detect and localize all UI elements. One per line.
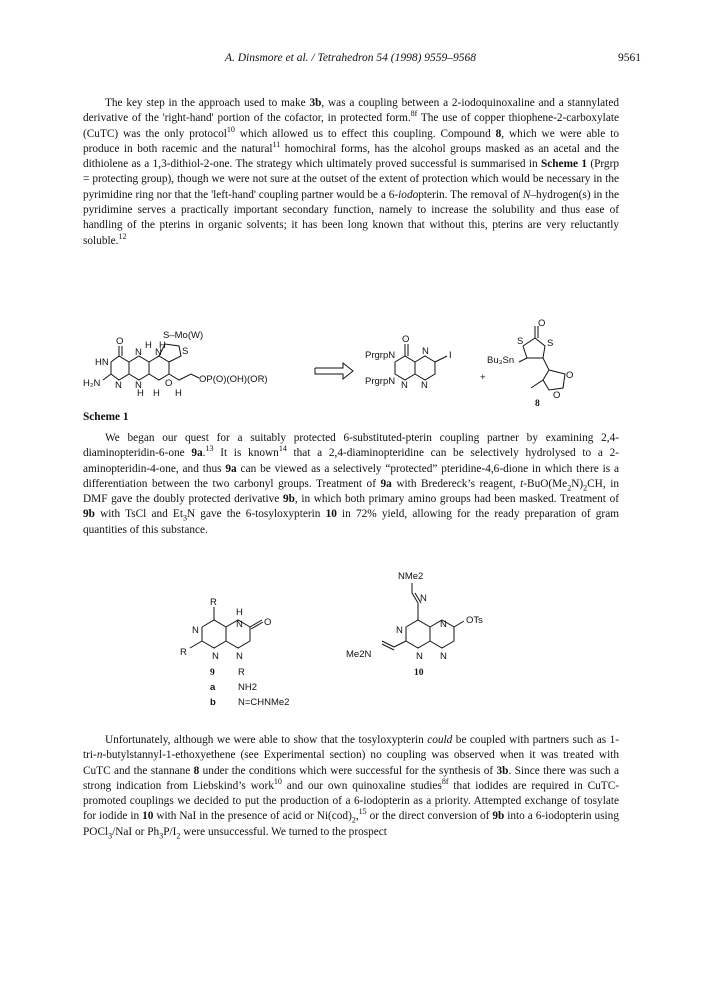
page-number: 9561 [618,52,641,64]
s9-o: O [264,617,272,628]
cof-h4: H [153,388,160,399]
s10-ots: OTs [466,615,483,626]
paragraph-1: The key step in the approach used to make 3b, was a coupling between a 2-iodoquinoxaline and a stannylated derivative of the 'right-hand' portion of the cofactor, in protected form.$^{8f}$ The use of copper thiophene-2-carboxylate (CuTC) was the only protocol$^{10}$ which allowed us to effect this coupling. Compound 8, which we were able to produce in both racemic and the natural$^{11}$ homochiral forms, has the alcohol groups masked as an acetal and the dithiolene as a 1,3-dithiol-2-one. The strategy which ultimately proved successful is summarised in Scheme 1 (Prgrp = protecting group), though we were not sure at the outset of the extent of protection which would be necessary in the pyrimidine ring nor that the 'left-hand' coupling partner would be a 6-iodopterin. The removal of N–hydrogen(s) in the pyridimine serves a practically important secondary function, namely to increase the solubility and thus ease of handling of the pterins in organic solvents; it has been long known that without this, pterins are very reluctantly soluble.$^{12}$ [83,97,619,247]
scheme-1-title: Scheme 1 [83,411,129,423]
cof-h5: H [175,388,182,399]
cof-n4: N [155,347,162,358]
st-bu3sn: Bu₃Sn [487,355,515,366]
io-prgrpn-top: PrgrpN [365,350,396,361]
s9-label: 9 [210,668,215,678]
s9-n-bottom1: N [212,651,219,662]
st-o-top: O [538,318,546,329]
io-o: O [402,334,410,345]
s9-n-top: N [236,619,243,630]
s10-n-left: N [396,625,403,636]
molybdopterin-cofactor-structure [83,330,268,399]
cof-h3: H [137,388,144,399]
st-s2: S [547,338,554,349]
s10-nme2-top: NMe2 [398,571,424,582]
cof-n1: N [135,347,142,358]
cof-n2: N [115,380,122,391]
stannane-8-structure [487,318,573,409]
s9-n-bottom2: N [236,651,243,662]
scheme-1-figure [83,318,623,413]
retrosynthetic-arrow [315,363,353,379]
structure-9 [180,597,289,708]
structure-10 [346,571,483,678]
s9-n-left: N [192,625,199,636]
s10-n-bottom2: N [440,651,447,662]
s9-b: b [210,697,216,708]
io-n-top: N [422,346,429,357]
running-head: A. Dinsmore et al. / Tetrahedron 54 (1998) 9559–9568 [224,52,477,64]
scheme-plus: + [480,372,486,383]
io-prgrpn-bottom: PrgrpN [365,376,396,387]
io-n-bottom1: N [401,380,408,391]
cof-h2n: H₂N [83,378,101,389]
s9-r-top: R [210,597,217,608]
s9-h: H [236,607,243,618]
s10-n-ring-top: N [440,619,447,630]
s10-n-imine: N [420,593,427,604]
cof-smo: S–Mo(W) [163,330,204,341]
cof-phosphate: OP(O)(OH)(OR) [199,374,268,385]
s9-a: a [210,682,216,693]
s9-r-sub: R [238,667,245,678]
page-header [0,52,701,68]
cof-hn: HN [95,357,109,368]
s9-r-left: R [180,647,187,658]
cof-s-ring: S [182,346,189,357]
paragraph-2: We began our quest for a suitably protected 6-substituted-pterin coupling partner by examining 2,4-diaminopteridin-6-one 9a.$^{13}$ It is known$^{14}$ that a 2,4-diaminopteridine can be selectively hydrolysed to a 2-aminopteridin-4-one, and thus 9a can be viewed as a selectively “protected” pteridine-4,6-dione in which there is a differentiation between the two carbonyl groups. Treatment of 9a with Bredereck’s reagent, $t-BuO(Me_2N)_2CH$, in DMF gave the doubly protected derivative 9b, in which both primary amino groups had been masked. Treatment of 9b with TsCl and $Et_3N$ gave the 6-tosyloxypterin 10 in 72% yield, allowing for the ready preparation of gram quantities of this substance. [83,432,619,536]
st-compound: 8 [535,399,540,409]
s9-a-sub: NH2 [238,682,258,693]
cof-o-ring: O [165,378,173,389]
st-o2: O [553,390,561,401]
s10-n-bottom1: N [416,651,423,662]
paragraph-3: Unfortunately, although we were able to show that the tosyloxypterin could be coupled with partners such as 1-tri-n-butylstannyl-1-ethoxyethene (see Experimental section) no coupling was observed when it was treated with CuTC and the stannane 8 under the conditions which were successful for the synthesis of 3b. Since there was such a strong indication from Liebskind’s work$^{10}$ and our own quinoxaline studies$^{8f}$ that iodides are required in CuTC-promoted couplings we decided to put the production of a 6-iodopterin as a priority. Attempted exchange of tosylate for iodide in 10 with NaI in the presence of acid or $Ni(cod)_2,^{15}$ or the direct conversion of 9b into a 6-iodopterin using POCl$_3$/NaI or $Ph_3P/I_2$ were unsuccessful. We turned to the prospect [83,734,619,841]
cof-h2: H [159,340,166,351]
st-o1: O [566,370,574,381]
cof-n3: N [135,380,142,391]
st-s1: S [517,336,524,347]
iodopterin-structure [365,334,452,391]
s9-b-sub: N=CHNMe2 [238,697,290,708]
s10-label: 10 [414,668,424,678]
structures-9-10-figure [180,571,483,715]
io-n-bottom2: N [421,380,428,391]
s10-me2n: Me2N [346,649,372,660]
cof-o: O [116,336,124,347]
cof-h1: H [145,340,152,351]
io-iodo: I [449,350,452,361]
